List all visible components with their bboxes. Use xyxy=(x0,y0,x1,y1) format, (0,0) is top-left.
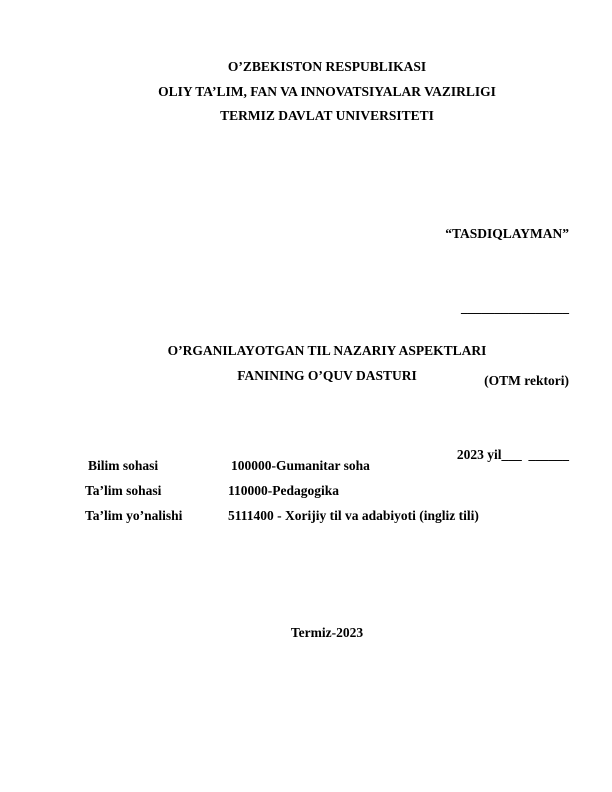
field-row-knowledge-area xyxy=(85,453,569,478)
approval-date-line: 2023 yil___ ______ xyxy=(456,446,569,462)
field-value-education-area: 110000-Pedagogika xyxy=(228,483,340,498)
field-value-knowledge-area: 100000-Gumanitar soha xyxy=(231,458,370,473)
document-title xyxy=(85,339,569,388)
field-value-education-direction: 5111400 - Xorijiy til va adabiyoti (ingliz tili) xyxy=(228,508,479,523)
field-label-knowledge-area: Bilim sohasi xyxy=(88,458,159,473)
document-header xyxy=(85,55,569,129)
header-line-ministry: OLIY TA’LIM, FAN VA INNOVATSIYALAR VAZIRLIGI xyxy=(158,83,496,99)
signature-line: ________________ xyxy=(461,299,569,315)
approval-title: “TASDIQLAYMAN” xyxy=(445,226,569,241)
header-line-university: TERMIZ DAVLAT UNIVERSITETI xyxy=(220,108,434,123)
education-fields xyxy=(85,453,569,528)
document-title-line2: FANINING O’QUV DASTURI xyxy=(237,367,417,383)
field-row-education-area xyxy=(85,478,569,503)
footer-city-year-text: Termiz-2023 xyxy=(290,625,364,640)
field-label-education-area: Ta’lim sohasi xyxy=(85,483,162,498)
field-row-education-direction xyxy=(85,503,569,528)
page-content xyxy=(85,0,569,792)
approval-role: (OTM rektori) xyxy=(484,373,569,388)
document-title-line1: O’RGANILAYOTGAN TIL NAZARIY ASPEKTLARI xyxy=(167,343,487,358)
footer-city-year xyxy=(85,621,569,646)
field-label-education-direction: Ta’lim yo’nalishi xyxy=(85,508,183,523)
header-line-country: O’ZBEKISTON RESPUBLIKASI xyxy=(227,59,427,74)
